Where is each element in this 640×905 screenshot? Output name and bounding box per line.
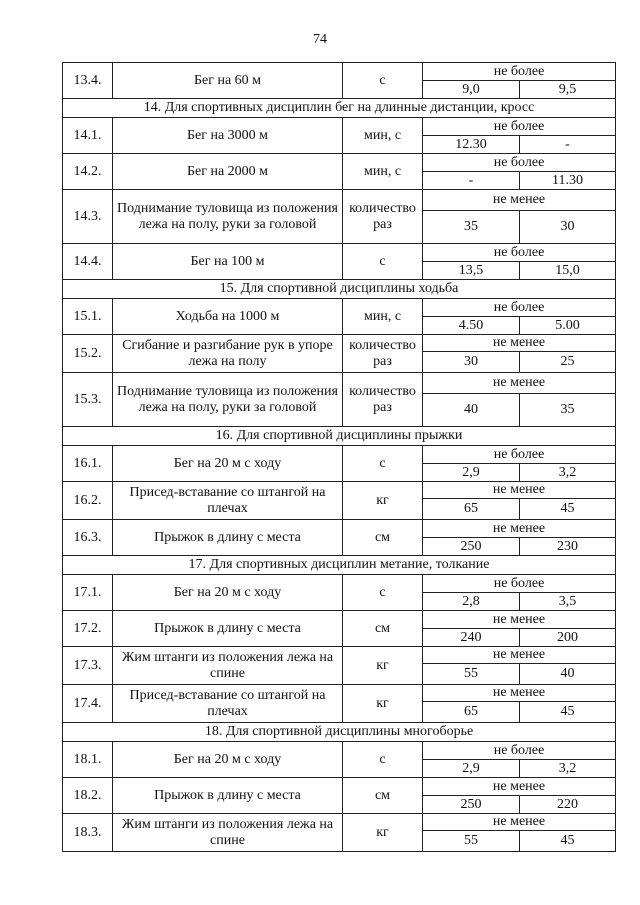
unit-of-measure: кг (343, 685, 423, 723)
exercise-name: Бег на 20 м с ходу (113, 446, 343, 482)
unit-of-measure: с (343, 742, 423, 778)
table-row (63, 244, 616, 262)
unit-of-measure: см (343, 778, 423, 814)
exercise-name: Бег на 60 м (113, 63, 343, 99)
value-men: 250 (423, 538, 520, 556)
table-row (63, 299, 616, 317)
unit-of-measure: с (343, 575, 423, 611)
unit-of-measure: количество раз (343, 190, 423, 244)
table-row (63, 520, 616, 538)
value-men: 9,0 (423, 81, 520, 99)
exercise-name: Жим штанги из положения лежа на спине (113, 814, 343, 852)
exercise-name: Прыжок в длину с места (113, 778, 343, 814)
value-men: 35 (423, 211, 520, 244)
section-header-row (63, 723, 616, 742)
row-number: 16.1. (63, 446, 113, 482)
norm-condition: не более (423, 154, 616, 172)
table-row (63, 373, 616, 394)
value-women: 45 (520, 702, 616, 723)
exercise-name: Поднимание туловища из положения лежа на полу, руки за головой (113, 373, 343, 427)
value-women: 200 (520, 629, 616, 647)
unit-of-measure: мин, с (343, 299, 423, 335)
value-women: 25 (520, 352, 616, 373)
row-number: 17.3. (63, 647, 113, 685)
table-row (63, 778, 616, 796)
section-header-row (63, 280, 616, 299)
exercise-name: Бег на 3000 м (113, 118, 343, 154)
unit-of-measure: кг (343, 814, 423, 852)
norm-condition: не более (423, 742, 616, 760)
value-women: 40 (520, 664, 616, 685)
table-row (63, 575, 616, 593)
table-row (63, 647, 616, 664)
norm-condition: не менее (423, 685, 616, 702)
row-number: 14.4. (63, 244, 113, 280)
table-row (63, 63, 616, 81)
exercise-name: Присед-вставание со штангой на плечах (113, 482, 343, 520)
exercise-name: Бег на 2000 м (113, 154, 343, 190)
row-number: 17.1. (63, 575, 113, 611)
row-number: 14.2. (63, 154, 113, 190)
value-women: 220 (520, 796, 616, 814)
norm-condition: не менее (423, 482, 616, 499)
section-title: 16. Для спортивной дисциплины прыжки (63, 427, 616, 446)
section-header-row (63, 556, 616, 575)
section-header-row (63, 427, 616, 446)
value-men: 40 (423, 394, 520, 427)
exercise-name: Прыжок в длину с места (113, 611, 343, 647)
value-women: 45 (520, 499, 616, 520)
table-row (63, 685, 616, 702)
exercise-name: Бег на 20 м с ходу (113, 742, 343, 778)
unit-of-measure: количество раз (343, 335, 423, 373)
value-men: 55 (423, 664, 520, 685)
value-women: 5.00 (520, 317, 616, 335)
norm-condition: не менее (423, 647, 616, 664)
section-title: 14. Для спортивных дисциплин бег на длинные дистанции, кросс (63, 99, 616, 118)
table-body (63, 63, 616, 852)
value-women: 9,5 (520, 81, 616, 99)
unit-of-measure: см (343, 611, 423, 647)
value-women: 3,5 (520, 593, 616, 611)
row-number: 16.3. (63, 520, 113, 556)
value-women: 3,2 (520, 464, 616, 482)
norm-condition: не менее (423, 335, 616, 352)
unit-of-measure: с (343, 446, 423, 482)
exercise-name: Жим штанги из положения лежа на спине (113, 647, 343, 685)
row-number: 13.4. (63, 63, 113, 99)
value-women: - (520, 136, 616, 154)
row-number: 18.2. (63, 778, 113, 814)
row-number: 15.2. (63, 335, 113, 373)
norm-condition: не менее (423, 520, 616, 538)
unit-of-measure: мин, с (343, 154, 423, 190)
norm-condition: не более (423, 118, 616, 136)
value-men: - (423, 172, 520, 190)
table-row (63, 190, 616, 211)
value-women: 11.30 (520, 172, 616, 190)
norm-condition: не более (423, 63, 616, 81)
exercise-name: Присед-вставание со штангой на плечах (113, 685, 343, 723)
norm-condition: не более (423, 575, 616, 593)
value-men: 30 (423, 352, 520, 373)
standards-table (62, 62, 616, 852)
unit-of-measure: с (343, 244, 423, 280)
section-title: 17. Для спортивных дисциплин метание, толкание (63, 556, 616, 575)
value-men: 240 (423, 629, 520, 647)
value-men: 2,9 (423, 760, 520, 778)
unit-of-measure: кг (343, 482, 423, 520)
value-men: 250 (423, 796, 520, 814)
row-number: 18.1. (63, 742, 113, 778)
table-row (63, 482, 616, 499)
value-men: 55 (423, 831, 520, 852)
value-women: 230 (520, 538, 616, 556)
norm-condition: не более (423, 446, 616, 464)
section-title: 18. Для спортивной дисциплины многоборье (63, 723, 616, 742)
table-row (63, 335, 616, 352)
row-number: 17.2. (63, 611, 113, 647)
row-number: 15.3. (63, 373, 113, 427)
table-row (63, 154, 616, 172)
exercise-name: Ходьба на 1000 м (113, 299, 343, 335)
unit-of-measure: см (343, 520, 423, 556)
value-men: 2,9 (423, 464, 520, 482)
unit-of-measure: кг (343, 647, 423, 685)
value-women: 35 (520, 394, 616, 427)
value-men: 13,5 (423, 262, 520, 280)
row-number: 14.3. (63, 190, 113, 244)
norm-condition: не менее (423, 778, 616, 796)
row-number: 14.1. (63, 118, 113, 154)
norm-condition: не менее (423, 373, 616, 394)
row-number: 16.2. (63, 482, 113, 520)
exercise-name: Бег на 20 м с ходу (113, 575, 343, 611)
row-number: 18.3. (63, 814, 113, 852)
table-row (63, 118, 616, 136)
norm-condition: не менее (423, 190, 616, 211)
row-number: 15.1. (63, 299, 113, 335)
section-title: 15. Для спортивной дисциплины ходьба (63, 280, 616, 299)
exercise-name: Бег на 100 м (113, 244, 343, 280)
table-row (63, 446, 616, 464)
value-men: 2,8 (423, 593, 520, 611)
value-men: 65 (423, 499, 520, 520)
table-row (63, 742, 616, 760)
exercise-name: Поднимание туловища из положения лежа на полу, руки за головой (113, 190, 343, 244)
norm-condition: не менее (423, 814, 616, 831)
row-number: 17.4. (63, 685, 113, 723)
table-row (63, 814, 616, 831)
table-row (63, 611, 616, 629)
value-women: 45 (520, 831, 616, 852)
page-number: 74 (313, 32, 327, 47)
section-header-row (63, 99, 616, 118)
norm-condition: не менее (423, 611, 616, 629)
exercise-name: Прыжок в длину с места (113, 520, 343, 556)
norm-condition: не более (423, 244, 616, 262)
norm-condition: не более (423, 299, 616, 317)
value-women: 15,0 (520, 262, 616, 280)
value-men: 4.50 (423, 317, 520, 335)
value-women: 3,2 (520, 760, 616, 778)
unit-of-measure: мин, с (343, 118, 423, 154)
value-women: 30 (520, 211, 616, 244)
unit-of-measure: с (343, 63, 423, 99)
unit-of-measure: количество раз (343, 373, 423, 427)
value-men: 65 (423, 702, 520, 723)
exercise-name: Сгибание и разгибание рук в упоре лежа на полу (113, 335, 343, 373)
value-men: 12.30 (423, 136, 520, 154)
